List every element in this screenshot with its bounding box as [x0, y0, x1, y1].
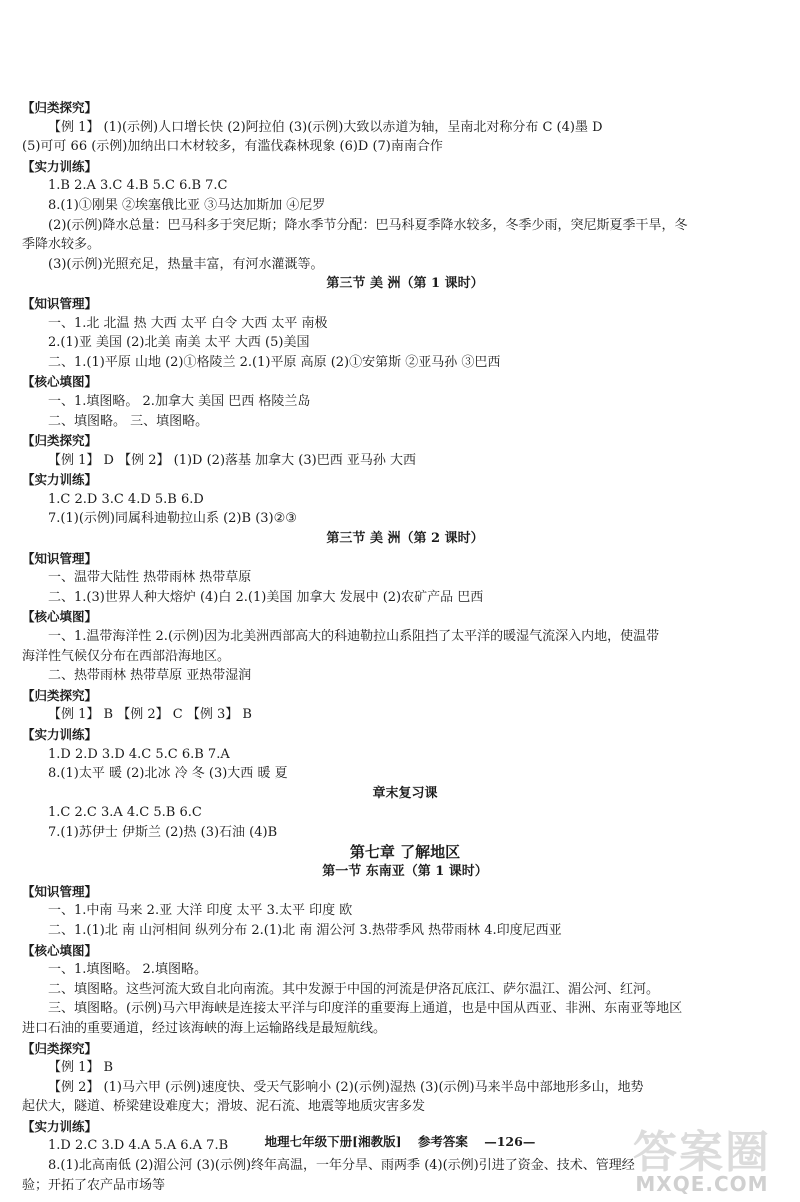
answer-line: 一、1.填图略。 2.加拿大 美国 巴西 格陵兰岛 [48, 393, 311, 409]
section-heading: 【知识管理】 [22, 883, 98, 899]
answer-line: 一、1.温带海洋性 2.(示例)因为北美洲西部高大的科迪勒拉山系阻挡了太平洋的暖湿气流深入内地，使温带 [48, 629, 660, 645]
answer-line: 1.B 2.A 3.C 4.B 5.C 6.B 7.C [48, 178, 228, 194]
answer-line: 【例 2】 (1)马六甲 (示例)速度快、受天气影响小 (2)(示例)湿热 (3)(示例)马来半岛中部地形多山，地势 [48, 1079, 644, 1095]
section-heading: 【实力训练】 [22, 158, 98, 174]
section-heading: 【归类探究】 [22, 1040, 98, 1056]
section-heading: 【归类探究】 [22, 100, 98, 115]
answer-line: 二、1.(3)世界人种大熔炉 (4)白 2.(1)美国 加拿大 发展中 (2)农矿产品 巴西 [48, 589, 484, 605]
answer-line: 【例 1】 (1)(示例)人口增长快 (2)阿拉伯 (3)(示例)大致以赤道为轴，呈南北对称分布 C (4)墨 D [48, 119, 603, 135]
answer-line: 【例 1】 D 【例 2】 (1)D (2)落基 加拿大 (3)巴西 亚马孙 大西 [48, 452, 416, 468]
answer-line: 1.D 2.C 3.D 4.A 5.A 6.A 7.B [48, 1138, 229, 1154]
section-heading: 【核心填图】 [22, 609, 98, 625]
answer-line: 起伏大，隧道、桥梁建设难度大；滑坡、泥石流、地震等地质灾害多发 [22, 1099, 426, 1115]
answer-line: 1.C 2.C 3.A 4.C 5.B 6.C [48, 805, 202, 821]
section-heading: 【知识管理】 [22, 295, 98, 311]
answer-line: 8.(1)太平 暖 (2)北冰 冷 冬 (3)大西 暖 夏 [48, 766, 288, 782]
section-heading: 【归类探究】 [22, 433, 98, 449]
answer-line: 海洋性气候仅分布在西部沿海地区。 [22, 648, 231, 664]
answer-line: 一、1.中南 马来 2.亚 大洋 印度 太平 3.太平 印度 欧 [48, 903, 353, 919]
section-heading: 【核心填图】 [22, 942, 98, 958]
answer-line: 三、填图略。(示例)马六甲海峡是连接太平洋与印度洋的重要海上通道，也是中国从西亚、非洲、东南亚等地区 [48, 1001, 683, 1017]
answer-line: 8.(1)北高南低 (2)湄公河 (3)(示例)终年高温，一年分旱、雨两季 (4)(示例)引进了资金、技术、管理经 [48, 1158, 635, 1174]
section-heading: 【实力训练】 [22, 1118, 98, 1134]
lesson-title: 第一节 东南亚（第 1 课时） [322, 864, 488, 880]
answer-line: 验；开拓了农产品市场等 [22, 1177, 166, 1193]
section-heading: 【实力训练】 [22, 727, 98, 742]
watermark-url: MXQE.COM [635, 1172, 769, 1196]
footer-book-title: 地理七年级下册[湘教版] [264, 1134, 402, 1149]
chapter-title: 第七章 了解地区 [349, 842, 461, 861]
answer-line: 一、温带大陆性 热带雨林 热带草原 [48, 570, 252, 586]
answer-line: 7.(1)苏伊士 伊斯兰 (2)热 (3)石油 (4)B [48, 824, 278, 840]
answer-line: (5)可可 66 (示例)加纳出口木材较多，有滥伐森林现象 (6)D (7)南南合作 [22, 139, 443, 155]
footer-page-number: —126— [484, 1134, 536, 1149]
answer-line: 二、填图略。这些河流大致自北向南流。其中发源于中国的河流是伊洛瓦底江、萨尔温江、湄公河、红河。 [48, 981, 660, 997]
answer-line: 一、1.北 北温 热 大西 太平 白令 大西 太平 南极 [48, 315, 328, 331]
watermark-logo-text: 答案圈 [633, 1127, 771, 1178]
answer-line: 二、1.(1)北 南 山河相间 纵列分布 2.(1)北 南 湄公河 3.热带季风 热带雨林 4.印度尼西亚 [48, 922, 562, 938]
section-heading: 【归类探究】 [22, 687, 98, 703]
answer-line: 2.(1)亚 美国 (2)北美 南美 太平 大西 (5)美国 [48, 335, 310, 351]
lesson-title: 第三节 美 洲（第 1 课时） [326, 276, 484, 292]
answer-line: 8.(1)①刚果 ②埃塞俄比亚 ③马达加斯加 ④尼罗 [48, 197, 326, 213]
answer-line: 二、填图略。 三、填图略。 [48, 413, 209, 429]
answer-line: 进口石油的重要通道，经过该海峡的海上运输路线是最短航线。 [22, 1020, 387, 1036]
answer-line: 季降水较多。 [22, 237, 101, 253]
section-heading: 【知识管理】 [22, 550, 98, 566]
answer-key-content [22, 98, 788, 1195]
answer-line: 二、1.(1)平原 山地 (2)①格陵兰 2.(1)平原 高原 (2)①安第斯 ②亚马孙 ③巴西 [48, 354, 501, 370]
lesson-title: 第三节 美 洲（第 2 课时） [326, 531, 484, 547]
answer-line: (3)(示例)光照充足，热量丰富，有河水灌溉等。 [48, 256, 324, 272]
answer-line: 1.C 2.D 3.C 4.D 5.B 6.D [48, 491, 204, 507]
answer-line: 一、1.填图略。 2.填图略。 [48, 962, 207, 978]
answer-line: 7.(1)(示例)同属科迪勒拉山系 (2)B (3)②③ [48, 511, 297, 527]
answer-line: 【例 1】 B [48, 1060, 114, 1076]
answer-line: 二、热带雨林 热带草原 亚热带湿润 [48, 668, 252, 684]
footer-section: 参考答案 [417, 1134, 468, 1149]
answer-line: (2)(示例)降水总量：巴马科多于突尼斯；降水季节分配：巴马科夏季降水较多，冬季少雨，突尼斯夏季干旱，冬 [48, 217, 688, 233]
watermark-logo [612, 1114, 792, 1196]
answer-line: 【例 1】 B 【例 2】 C 【例 3】 B [48, 707, 252, 723]
answer-line: 1.D 2.D 3.D 4.C 5.C 6.B 7.A [48, 746, 230, 762]
section-heading: 【核心填图】 [22, 374, 98, 390]
section-heading: 【实力训练】 [22, 472, 98, 488]
lesson-title: 章末复习课 [372, 785, 438, 801]
